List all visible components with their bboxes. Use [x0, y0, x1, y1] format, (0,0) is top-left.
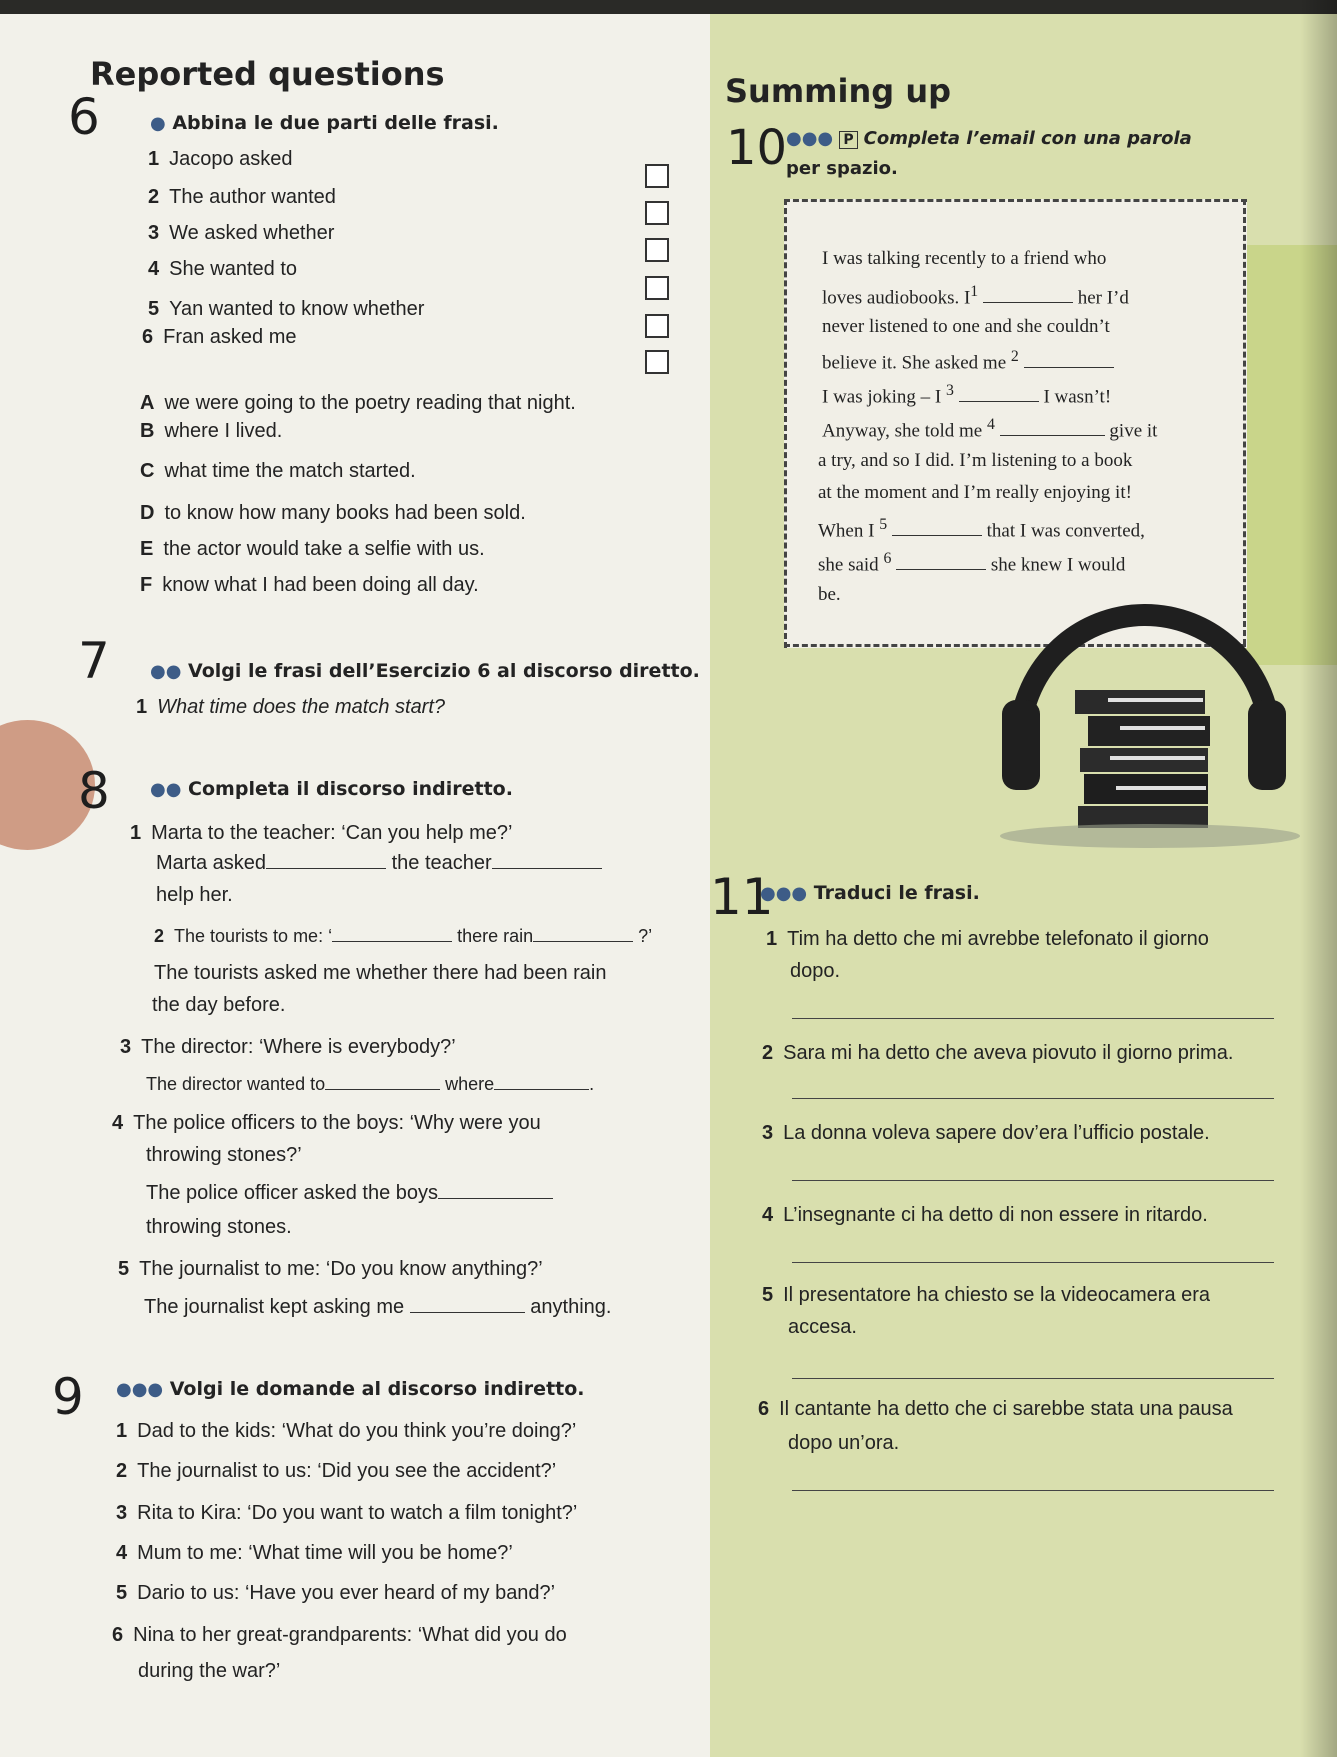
item-number: 1: [136, 696, 148, 718]
text-fragment: The director wanted to: [146, 1074, 326, 1094]
text-fragment: The tourists to me: ‘: [174, 926, 333, 946]
text-fragment: she knew I would: [990, 554, 1126, 576]
item-text: Yan wanted to know whether: [169, 298, 425, 320]
answer-blank[interactable]: [896, 569, 986, 570]
ending-text: know what I had been doing all day.: [162, 574, 479, 596]
exercise-6-instruction: [150, 112, 499, 134]
answer-blank[interactable]: [959, 401, 1039, 402]
item-number: 2: [154, 926, 165, 946]
item-text: Fran asked me: [163, 326, 297, 348]
ending-text: where I lived.: [164, 420, 283, 442]
answer-box-5[interactable]: [645, 314, 669, 338]
item-number: 3: [116, 1502, 128, 1524]
item-text: The police officers to the boys: ‘Why were you: [133, 1112, 541, 1134]
text-fragment: give it: [1109, 420, 1158, 442]
answer-blank[interactable]: [410, 1312, 525, 1313]
gap-number: 3: [946, 382, 954, 399]
item-number: 1: [766, 928, 778, 950]
ending-text: the actor would take a selfie with us.: [163, 538, 485, 560]
text-fragment: I was joking – I: [822, 386, 942, 408]
exam-badge: P: [839, 131, 857, 149]
ending-text: what time the match started.: [164, 460, 416, 482]
exercise-number-6: 6: [68, 88, 100, 146]
ex9-item-4: [116, 1542, 513, 1565]
item-text: Marta to the teacher: ‘Can you help me?’: [151, 822, 513, 844]
item-number: 5: [762, 1284, 774, 1306]
ex11-item-2: [762, 1042, 1233, 1065]
difficulty-dots: ●●●: [786, 128, 834, 149]
ex11-item-6: [758, 1398, 1233, 1421]
text-fragment: ?’: [638, 926, 653, 946]
item-text: Il presentatore ha chiesto se la videocamera era: [783, 1284, 1211, 1306]
headphone-right-cup-icon: [1248, 700, 1286, 790]
item-text: Tim ha detto che mi avrebbe telefonato il giorno: [787, 928, 1209, 950]
email-line-10: [818, 550, 1125, 576]
ex8-item-3-report: [146, 1074, 594, 1095]
item-number: 3: [762, 1122, 774, 1144]
ex6-ending-e: [140, 538, 485, 561]
exercise-number-11: 11: [710, 868, 774, 926]
section-title-summing-up: Summing up: [725, 72, 951, 110]
instruction-text: Traduci le frasi.: [813, 882, 980, 904]
item-text: The journalist to us: ‘Did you see the accident?’: [137, 1460, 557, 1482]
ex7-item-1: [136, 696, 445, 719]
answer-blank[interactable]: [892, 535, 982, 536]
answer-blank[interactable]: [1024, 367, 1114, 368]
exercise-11-instruction: [760, 882, 980, 904]
ex8-item-2-quote: [154, 926, 652, 947]
item-text: Il cantante ha detto che ci sarebbe stata una pausa: [779, 1398, 1233, 1420]
item-text: What time does the match start?: [157, 696, 446, 718]
item-number: 2: [148, 186, 160, 208]
item-text: Sara mi ha detto che aveva piovuto il giorno prima.: [783, 1042, 1234, 1064]
ex8-item-4-quote-end: throwing stones?’: [146, 1144, 302, 1166]
gap-number: 6: [883, 550, 892, 567]
answer-line-1[interactable]: [792, 1018, 1274, 1019]
item-text: The author wanted: [169, 186, 336, 208]
ex11-item-5: [762, 1284, 1210, 1307]
ex8-item-2-report: The tourists asked me whether there had been rain: [154, 962, 607, 984]
ending-letter: D: [140, 502, 155, 524]
text-fragment: believe it. She asked me: [822, 352, 1007, 374]
text-fragment: loves audiobooks. I: [822, 287, 971, 309]
item-text: Nina to her great-grandparents: ‘What did you do: [133, 1624, 567, 1646]
shadow: [1000, 824, 1300, 848]
answer-blank[interactable]: [266, 868, 386, 869]
ex6-ending-f: [140, 574, 479, 597]
email-line-2: [822, 283, 1129, 309]
answer-blank[interactable]: [983, 302, 1073, 303]
answer-line-4[interactable]: [792, 1262, 1274, 1263]
ex11-item-6-end: dopo un’ora.: [788, 1432, 900, 1454]
difficulty-dots: ●●●: [760, 883, 808, 904]
text-fragment: her I’d: [1077, 287, 1129, 309]
ending-letter: E: [140, 538, 154, 560]
ending-letter: B: [140, 420, 155, 442]
exercise-9-instruction: [116, 1378, 585, 1400]
item-text: L’insegnante ci ha detto di non essere in ritardo.: [783, 1204, 1208, 1226]
exercise-number-7: 7: [78, 632, 110, 690]
text-fragment: The journalist kept asking me: [144, 1296, 405, 1318]
item-number: 5: [116, 1582, 128, 1604]
ending-text: we were going to the poetry reading that night.: [164, 392, 576, 414]
answer-line-3[interactable]: [792, 1180, 1274, 1181]
answer-blank[interactable]: [533, 941, 633, 942]
difficulty-dots: ●: [150, 113, 166, 134]
answer-blank[interactable]: [1000, 435, 1105, 436]
gap-number: 4: [987, 416, 995, 433]
ex6-item-5: [148, 298, 424, 321]
text-fragment: anything.: [530, 1296, 612, 1318]
difficulty-dots: ●●●: [116, 1379, 164, 1400]
ex8-item-2-end: the day before.: [152, 994, 286, 1016]
item-text: La donna voleva sapere dov’era l’ufficio postale.: [783, 1122, 1210, 1144]
ex6-ending-a: [140, 392, 576, 415]
instruction-text: Completa il discorso indiretto.: [188, 778, 513, 800]
answer-blank[interactable]: [494, 1089, 589, 1090]
ex8-item-1-quote: [130, 822, 512, 845]
answer-line-5[interactable]: [792, 1378, 1274, 1379]
gap-number: 1: [970, 283, 979, 300]
text-fragment: .: [589, 1074, 595, 1094]
answer-box-1[interactable]: [645, 164, 669, 188]
email-line-3: never listened to one and she couldn’t: [822, 316, 1110, 337]
item-number: 4: [112, 1112, 124, 1134]
item-number: 2: [116, 1460, 128, 1482]
ex9-item-5: [116, 1582, 555, 1605]
answer-line-2[interactable]: [792, 1098, 1274, 1099]
ex9-item-6-end: during the war?’: [138, 1660, 281, 1682]
email-line-6: [822, 416, 1157, 442]
answer-blank[interactable]: [492, 868, 602, 869]
answer-box-4[interactable]: [645, 276, 669, 300]
email-line-8: at the moment and I’m really enjoying it!: [818, 482, 1132, 503]
email-line-4: [822, 348, 1114, 374]
item-number: 6: [112, 1624, 124, 1646]
item-number: 1: [116, 1420, 128, 1442]
text-fragment: the teacher: [391, 852, 492, 874]
answer-box-3[interactable]: [645, 238, 669, 262]
text-fragment: she said: [818, 554, 879, 576]
ex9-item-2: [116, 1460, 556, 1483]
answer-blank[interactable]: [325, 1089, 440, 1090]
item-number: 5: [118, 1258, 130, 1280]
answer-box-2[interactable]: [645, 201, 669, 225]
ex9-item-1: [116, 1420, 576, 1443]
difficulty-dots: ●●: [150, 661, 182, 682]
ending-letter: C: [140, 460, 155, 482]
text-fragment: where: [445, 1074, 495, 1094]
item-number: 6: [758, 1398, 770, 1420]
ex11-item-5-end: accesa.: [788, 1316, 857, 1338]
ex8-item-4-end: throwing stones.: [146, 1216, 292, 1238]
ex8-item-4-quote: [112, 1112, 541, 1135]
ex6-item-3: [148, 222, 334, 245]
item-number: 3: [120, 1036, 132, 1058]
item-number: 4: [148, 258, 160, 280]
ex8-item-1-end: help her.: [156, 884, 233, 906]
page-edge: [1110, 756, 1205, 760]
email-line-11: be.: [818, 584, 841, 605]
exercise-8-instruction: [150, 778, 513, 800]
text-fragment: I wasn’t!: [1043, 386, 1112, 408]
gap-number: 5: [879, 516, 888, 533]
email-line-7: a try, and so I did. I’m listening to a book: [818, 450, 1133, 471]
ending-text: to know how many books had been sold.: [164, 502, 526, 524]
ex6-ending-b: [140, 420, 282, 443]
top-banner: [0, 0, 1337, 14]
email-box-right-border: [1243, 199, 1246, 645]
ex8-item-4-report: [146, 1182, 553, 1205]
ex8-item-5-quote: [118, 1258, 543, 1281]
ex11-item-4: [762, 1204, 1208, 1227]
item-number: 5: [148, 298, 160, 320]
item-text: She wanted to: [169, 258, 297, 280]
answer-line-6[interactable]: [792, 1490, 1274, 1491]
instruction-text: Volgi le domande al discorso indiretto.: [169, 1378, 585, 1400]
item-number: 3: [148, 222, 160, 244]
section-title-reported-questions: Reported questions: [90, 55, 445, 93]
headphones-books-illustration: [980, 590, 1310, 850]
item-text: Jacopo asked: [169, 148, 293, 170]
ex6-ending-c: [140, 460, 416, 483]
item-number: 4: [116, 1542, 128, 1564]
item-text: Mum to me: ‘What time will you be home?’: [137, 1542, 513, 1564]
ex6-ending-d: [140, 502, 526, 525]
item-number: 2: [762, 1042, 774, 1064]
page-edge: [1116, 786, 1206, 790]
text-fragment: Anyway, she told me: [822, 420, 983, 442]
text-fragment: that I was converted,: [986, 520, 1145, 542]
ex6-item-4: [148, 258, 297, 281]
ex11-item-1: [766, 928, 1209, 951]
exercise-number-9: 9: [52, 1368, 84, 1426]
headphone-left-cup-icon: [1002, 700, 1040, 790]
exercise-7-instruction: [150, 660, 700, 682]
book-icon: [1088, 716, 1210, 746]
item-text: Dad to the kids: ‘What do you think you’re doing?’: [137, 1420, 577, 1442]
page-edge: [1120, 726, 1205, 730]
ex8-item-1-report: [156, 852, 602, 875]
ex9-item-3: [116, 1502, 577, 1525]
email-line-1: I was talking recently to a friend who: [822, 248, 1107, 269]
email-line-5: [822, 382, 1111, 408]
item-text: Rita to Kira: ‘Do you want to watch a film tonight?’: [137, 1502, 578, 1524]
instruction-text: Abbina le due parti delle frasi.: [172, 112, 499, 134]
exercise-number-10: 10: [726, 120, 788, 176]
difficulty-dots: ●●: [150, 779, 182, 800]
item-text: Dario to us: ‘Have you ever heard of my band?’: [137, 1582, 556, 1604]
text-fragment: The police officer asked the boys: [146, 1182, 439, 1204]
item-number: 1: [130, 822, 142, 844]
item-text: We asked whether: [169, 222, 335, 244]
item-text: The journalist to me: ‘Do you know anything?’: [139, 1258, 543, 1280]
exercise-10-instruction-2: per spazio.: [786, 158, 898, 179]
ex11-item-3: [762, 1122, 1210, 1145]
ex11-item-1-end: dopo.: [790, 960, 841, 982]
ex6-item-2: [148, 186, 336, 209]
ex8-item-5-report: [144, 1296, 611, 1319]
item-number: 6: [142, 326, 154, 348]
instruction-text: Completa l’email con una parola: [863, 128, 1192, 149]
text-fragment: there rain: [457, 926, 534, 946]
instruction-text: Volgi le frasi dell’Esercizio 6 al discorso diretto.: [188, 660, 700, 682]
answer-blank[interactable]: [438, 1198, 553, 1199]
item-number: 1: [148, 148, 160, 170]
ex6-item-1: [148, 148, 293, 171]
item-number: 4: [762, 1204, 774, 1226]
exercise-10-instruction: [786, 128, 1192, 149]
answer-box-6[interactable]: [645, 350, 669, 374]
exercise-number-8: 8: [78, 762, 110, 820]
ex8-item-3-quote: [120, 1036, 456, 1059]
ending-letter: A: [140, 392, 155, 414]
ex6-item-6: [142, 326, 297, 349]
answer-blank[interactable]: [332, 941, 452, 942]
gap-number: 2: [1010, 348, 1019, 365]
item-text: The director: ‘Where is everybody?’: [141, 1036, 456, 1058]
email-line-9: [818, 516, 1145, 542]
page-edge-shadow: [1300, 0, 1337, 1757]
text-fragment: Marta asked: [156, 852, 267, 874]
page-edge: [1108, 698, 1203, 702]
ending-letter: F: [140, 574, 153, 596]
ex9-item-6: [112, 1624, 567, 1647]
text-fragment: When I: [818, 520, 875, 542]
